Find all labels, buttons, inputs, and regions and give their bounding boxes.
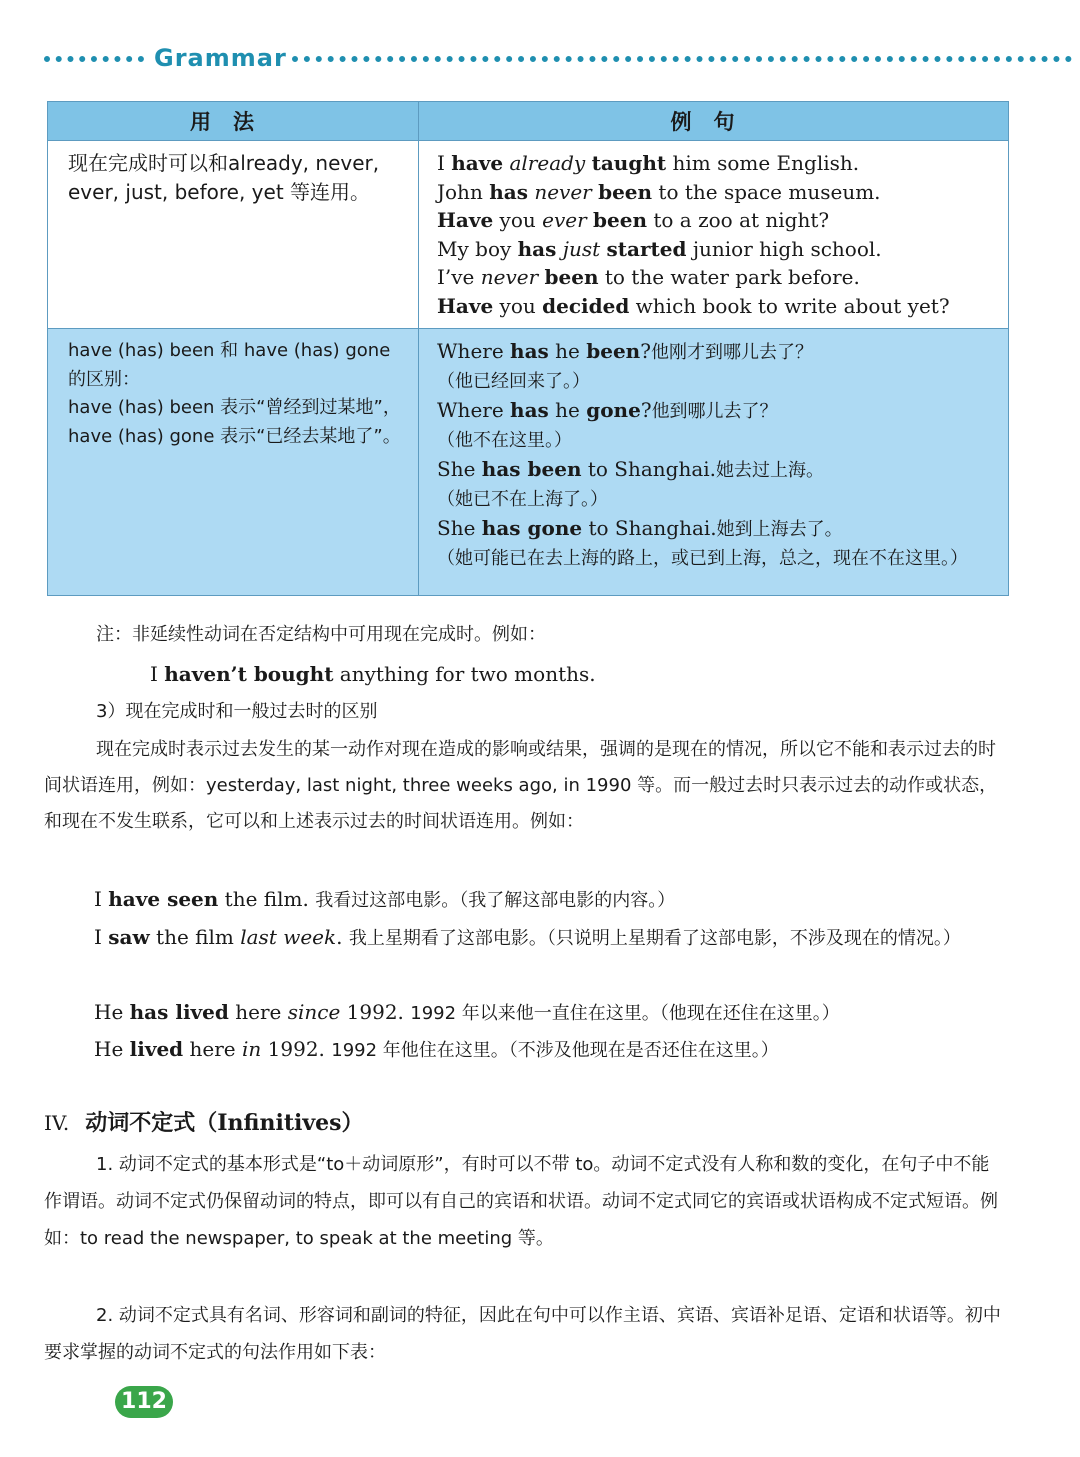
subsection-title: 3）现在完成时和一般过去时的区别: [96, 701, 378, 722]
usage-text: have (has) been 表示“曾经到过某地”，have (has) gone 表示“已经去某地了”。: [68, 397, 401, 447]
page-header: [0, 42, 1080, 76]
example-note: （她可能已在去上海的路上，或已到上海，总之，现在不在这里。）: [437, 547, 968, 569]
example-line: He has lived here since 1992. 1992 年以来他一直住在这里。（他现在还住在这里。）: [94, 1000, 840, 1024]
body-paragraph: 现在完成时表示过去发生的某一动作对现在造成的影响或结果，强调的是现在的情况，所以它不能和表示过去的时间状语连用，例如：yesterday, last night, three weeks ago, in 1990 等。而一般过去时只表示过去的动作或状态，和现在不发生联系，它可以和上述表示过去的时间状语连用。例如：: [44, 739, 998, 832]
table-row: [48, 329, 1009, 596]
usage-text: have (has) been 和 have (has) gone 的区别：: [68, 340, 391, 390]
example-sentence: John has never been to the space museum.: [437, 179, 881, 204]
header-dots-left: [44, 56, 144, 62]
body-paragraph: 1. 动词不定式的基本形式是“to＋动词原形”，有时可以不带 to。动词不定式没有人称和数的变化，在句子中不能作谓语。动词不定式仍保留动词的特点，即可以有自己的宾语和状语。动词不定式同它的宾语或状语构成不定式短语。例如：to read the newspaper, to speak at the meeting 等。: [44, 1154, 998, 1249]
example-sentence: She has been to Shanghai.她去过上海。: [437, 457, 825, 481]
example-note: （他已经回来了。）: [437, 370, 590, 392]
usage-column-header: 用法: [48, 102, 419, 141]
example-line: I saw the film last week. 我上星期看了这部电影。（只说明上星期看了这部电影，不涉及现在的情况。）: [94, 925, 961, 949]
example-sentence: Have you decided which book to write about yet?: [437, 293, 950, 318]
example-cell: [419, 141, 1009, 329]
usage-table: [47, 101, 1009, 596]
example-sentence: Where has he gone?他到哪儿去了？: [437, 398, 778, 422]
section-number: IV.: [44, 1111, 70, 1135]
usage-cell: [48, 329, 419, 596]
section-heading: [44, 1106, 364, 1137]
example-sentence: Have you ever been to a zoo at night?: [437, 208, 830, 232]
note-text: 注：非延续性动词在否定结构中可用现在完成时。例如：: [96, 624, 546, 645]
page-number: 112: [115, 1386, 173, 1418]
example-note: （他不在这里。）: [437, 429, 572, 451]
example-sentence: She has gone to Shanghai.她到上海去了。: [437, 516, 843, 540]
section-title-text: 动词不定式（Infinitives）: [85, 1110, 364, 1136]
example-column-header: 例句: [419, 102, 1009, 141]
example-sentence: My boy has just started junior high school.: [437, 236, 882, 261]
example-sentence: I’ve never been to the water park before.: [437, 265, 860, 289]
note-example: I haven’t bought anything for two months.: [150, 662, 596, 686]
example-sentence: Where has he been?他刚才到哪儿去了？: [437, 339, 813, 363]
body-paragraph: 2. 动词不定式具有名词、形容词和副词的特征，因此在句中可以作主语、宾语、宾语补足语、定语和状语等。初中要求掌握的动词不定式的句法作用如下表：: [44, 1305, 1001, 1363]
example-line: I have seen the film. 我看过这部电影。（我了解这部电影的内容。）: [94, 887, 676, 911]
example-sentence: I have already taught him some English.: [437, 151, 860, 175]
header-dots-right: [292, 56, 1072, 62]
example-cell: [419, 329, 1009, 596]
example-line: He lived here in 1992. 1992 年他住在这里。（不涉及他现在是否还住在这里。）: [94, 1037, 779, 1061]
table-row: [48, 141, 1009, 329]
example-note: （她已不在上海了。）: [437, 488, 608, 510]
header-title: Grammar: [154, 44, 287, 72]
usage-cell: 现在完成时可以和already, never, ever, just, before, yet 等连用。: [48, 141, 419, 329]
